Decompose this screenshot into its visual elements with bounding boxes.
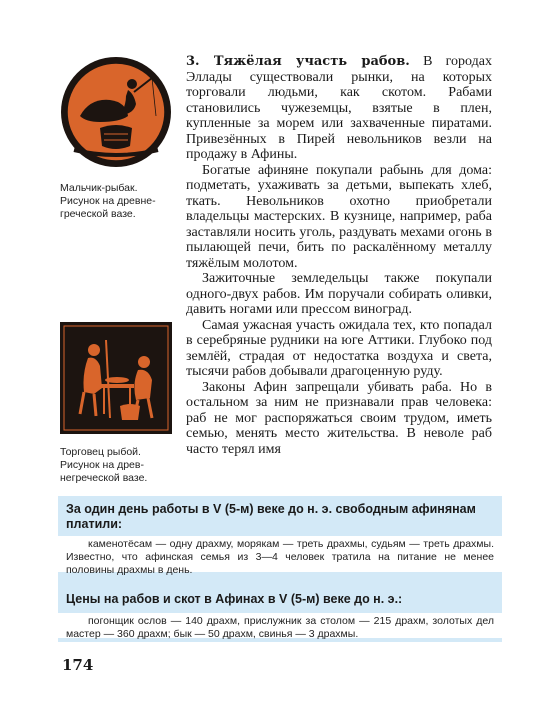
figure-caption: Мальчик-рыбак. Рисунок на древне- греческой вазе. [60, 182, 156, 220]
section-title: 3. Тяжёлая участь рабов. [186, 54, 410, 69]
paragraph: Самая ужасная участь ожидала тех, кто попадал в серебряные рудники на юге Аттики. Глубоко под землёй, страдая от недостатка воздуха и света, тысячи рабов добывали драгоценную руду. [186, 317, 492, 379]
figure-caption: Торговец рыбой. Рисунок на древ- негреческой вазе. [60, 446, 148, 484]
info-box [58, 496, 502, 642]
paragraph: Законы Афин запрещали убивать раба. Но в остальном за ним не признавали прав человека: раб не мог распоряжаться своим трудом, иметь семью, менять место жительства. В неволе раб часто терял имя [186, 379, 492, 457]
paragraph: Зажиточные земледельцы также покупали одного-двух рабов. Им поручали собирать оливки, давить ногами или прессом виноград. [186, 271, 492, 317]
info-box-text: каменотёсам — одну драхму, морякам — треть драхмы, судьям — треть драхмы. Известно, что афинская семья из 3—4 человек тратила на питание не менее половины драхмы в день. [66, 538, 494, 576]
info-box-heading: Цены на рабов и скот в Афинах в V (5-м) веке до н. э.: [66, 592, 403, 606]
page-number: 174 [62, 656, 94, 674]
paragraph: 3. Тяжёлая участь рабов. В городах Эллады существовали рынки, на которых торговали людьми, как скотом. Рабами становились чужеземцы, взятые в плен, купленные за морем или захваченные пиратами. Привезённых в Пирей невольников везли на продажу в Афины. [186, 54, 492, 162]
vase-fisher-boy-illustration [60, 56, 172, 168]
info-box-text: погонщик ослов — 140 драхм, прислужник за столом — 215 драхм, золотых дел мастер — 360 драхм; бык — 50 драхм, свинья — 3 драхмы. [66, 615, 494, 640]
article-body [186, 54, 492, 457]
info-box-heading: За один день работы в V (5-м) веке до н. э. свободным афинянам платили: [66, 502, 476, 531]
paragraph: Богатые афиняне покупали рабынь для дома: подметать, ухаживать за детьми, выпекать хлеб, ткать. Невольников охотно приобретали владельцы мастерских. В кузнице, например, раба заставляли носить уголь, раздувать мехами огонь в пылающей печи, бить по раскалённому металлу тяжёлым молотом. [186, 162, 492, 271]
vase-fish-seller-illustration [60, 322, 172, 434]
